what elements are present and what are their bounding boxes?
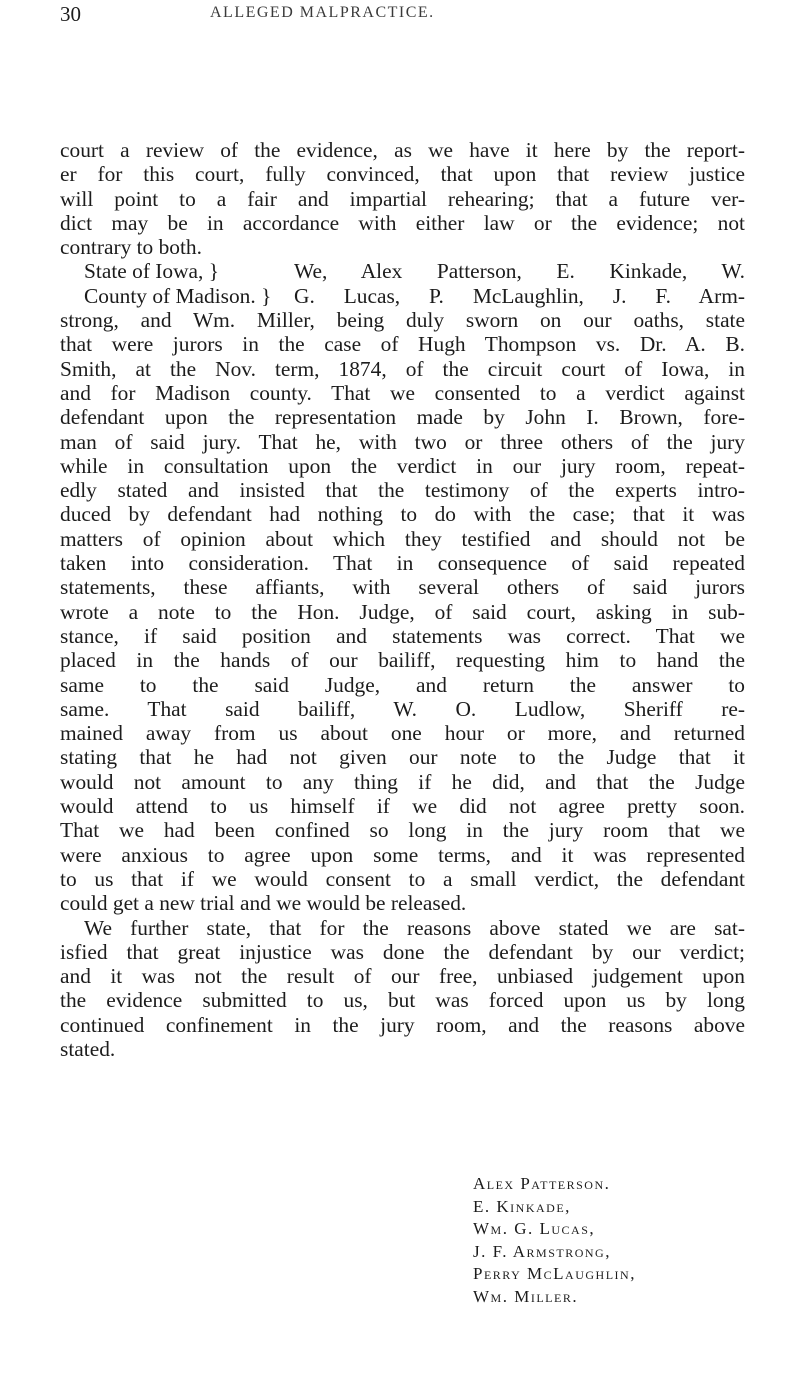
running-title: ALLEGED MALPRACTICE. xyxy=(210,4,435,21)
running-head xyxy=(60,2,780,32)
text-line: er for this court, fully convinced, that upon that review justice xyxy=(60,162,745,187)
text-line: Smith, at the Nov. term, 1874, of the circuit court of Iowa, in xyxy=(60,356,745,381)
text-line: wrote a note to the Hon. Judge, of said court, asking in sub- xyxy=(60,599,745,624)
text-line: same. That said bailiff, W. O. Ludlow, Sheriff re- xyxy=(60,696,745,721)
affidavit-caption-row-1 xyxy=(60,259,745,283)
text-line: will point to a fair and impartial rehearing; that a future ver- xyxy=(60,186,745,211)
caption-brace: } xyxy=(261,283,272,308)
text-line: and for Madison county. That we consented to a verdict against xyxy=(60,380,745,405)
signature-line: Wm. G. Lucas, xyxy=(473,1219,596,1238)
text-line: dict may be in accordance with either law or the evidence; not xyxy=(60,210,745,235)
page-number: 30 xyxy=(60,2,81,26)
text-line: stance, if said position and statements was correct. That we xyxy=(60,623,745,648)
text-line: defendant upon the representation made by John I. Brown, fore- xyxy=(60,405,745,430)
text-line: stated. xyxy=(60,1036,116,1061)
body-text xyxy=(60,138,745,1061)
text-line: would attend to us himself if we did not agree pretty soon. xyxy=(60,794,745,819)
signature-block xyxy=(473,1173,636,1308)
text-line: contrary to both. xyxy=(60,235,202,260)
signature-line: J. F. Armstrong, xyxy=(473,1241,611,1261)
text-line: We further state, that for the reasons above stated we are sat- xyxy=(84,915,745,940)
text-line: duced by defendant had nothing to do with the case; that it was xyxy=(60,502,745,527)
text-line: stating that he had not given our note to the Judge that it xyxy=(60,745,745,770)
text-line: man of said jury. That he, with two or three others of the jury xyxy=(60,429,745,454)
text-line: edly stated and insisted that the testimony of the experts intro- xyxy=(60,478,745,503)
caption-affiants-line-1: We, Alex Patterson, E. Kinkade, W. xyxy=(294,259,745,284)
text-line: statements, these affiants, with several others of said jurors xyxy=(60,575,745,600)
text-line: court a review of the evidence, as we have it here by the report- xyxy=(60,138,745,162)
affidavit-caption-row-2 xyxy=(60,284,745,308)
text-line: same to the said Judge, and return the answer to xyxy=(60,672,745,697)
signature-line: E. Kinkade, xyxy=(473,1196,571,1216)
text-line: taken into consideration. That in consequence of said repeated xyxy=(60,551,745,576)
text-line: continued confinement in the jury room, and the reasons above xyxy=(60,1012,745,1037)
text-line: would not amount to any thing if he did, and that the Judge xyxy=(60,769,745,794)
text-line: mained away from us about one hour or more, and returned xyxy=(60,721,745,746)
text-line: and it was not the result of our free, unbiased judgement upon xyxy=(60,964,745,989)
text-line: That we had been confined so long in the jury room that we xyxy=(60,818,745,843)
signature-line: Perry McLaughlin, xyxy=(473,1264,636,1283)
text-line: placed in the hands of our bailiff, requesting him to hand the xyxy=(60,648,745,673)
text-line: the evidence submitted to us, but was forced upon us by long xyxy=(60,988,745,1013)
caption-state: State of Iowa, } xyxy=(84,259,220,284)
text-line: isfied that great injustice was done the defendant by our verdict; xyxy=(60,939,745,964)
text-line: while in consultation upon the verdict in our jury room, repeat- xyxy=(60,453,745,478)
text-line: that were jurors in the case of Hugh Thompson vs. Dr. A. B. xyxy=(60,332,745,357)
caption-affiants-line-2: G. Lucas, P. McLaughlin, J. F. Arm- xyxy=(294,283,745,308)
signature-line: Alex Patterson. xyxy=(473,1174,611,1193)
caption-brace: } xyxy=(208,259,220,284)
text-line: could get a new trial and we would be released. xyxy=(60,891,467,916)
caption-county: County of Madison. } xyxy=(84,283,272,308)
signature-line: Wm. Miller. xyxy=(473,1286,579,1306)
text-line: were anxious to agree upon some terms, and it was represented xyxy=(60,842,745,867)
text-line: strong, and Wm. Miller, being duly sworn on our oaths, state xyxy=(60,308,745,333)
text-line: matters of opinion about which they testified and should not be xyxy=(60,526,745,551)
text-line: to us that if we would consent to a small verdict, the defendant xyxy=(60,866,745,891)
